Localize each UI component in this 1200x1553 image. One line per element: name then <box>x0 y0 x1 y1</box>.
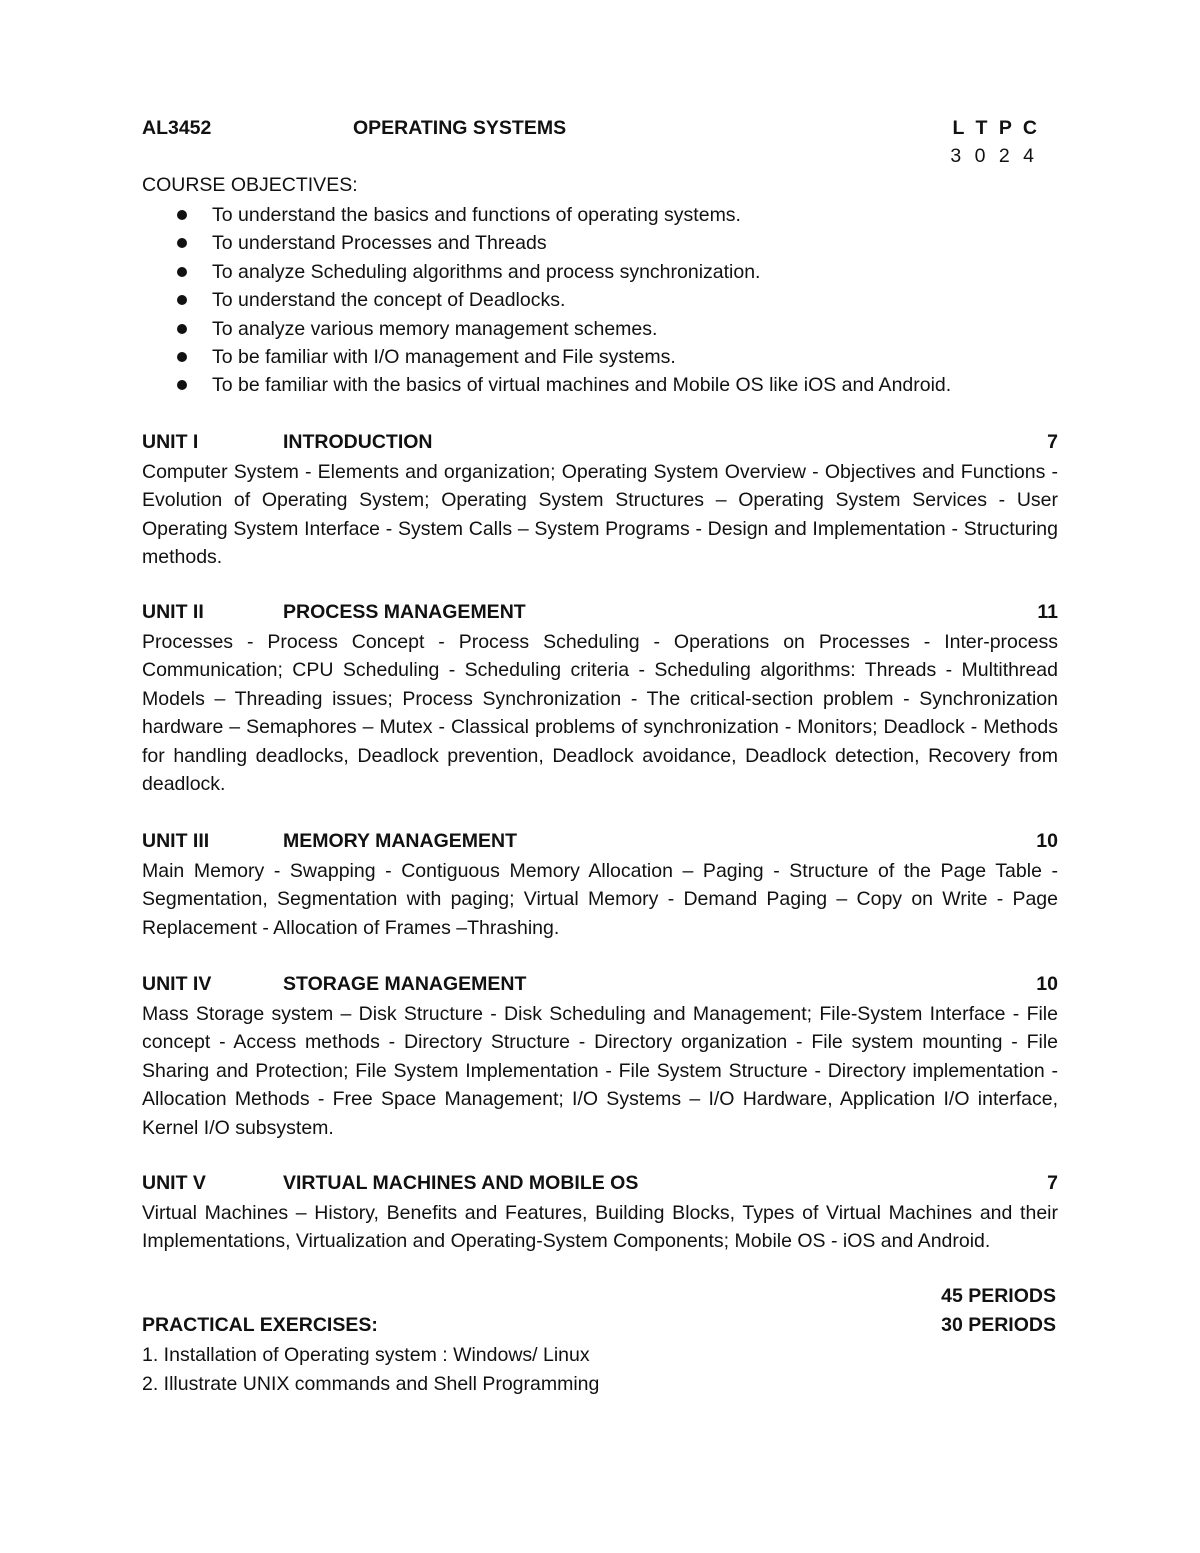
bullet-icon <box>177 352 187 362</box>
unit-hours: 7 <box>1047 1172 1058 1194</box>
unit-content: Main Memory - Swapping - Contiguous Memory Allocation – Paging - Structure of the Page Table - Segmentation, Segmentation with paging; Virtual Memory - Demand Paging – Copy on Write - Page Replacement - Allocation of Frames –Thrashing. <box>142 859 1058 939</box>
unit-section-5 <box>142 1170 1058 1256</box>
unit-content: Mass Storage system – Disk Structure - Disk Scheduling and Management; File-System Interface - File concept - Access methods - Directory Structure - Directory organization - File system mounting - File Sharing and Protection; File System Implementation - File System Structure - Directory implementation - Allocation Methods - Free Space Management; I/O Systems – I/O Hardware, Application I/O interface, Kernel I/O subsystem. <box>142 1002 1058 1139</box>
course-code: AL3452 <box>142 117 212 139</box>
unit-section-1 <box>142 429 1058 572</box>
ltpc-label: L T P C <box>952 117 1040 139</box>
objective-text: To be familiar with the basics of virtual machines and Mobile OS like iOS and Android. <box>212 374 952 397</box>
unit-number: UNIT IV <box>142 973 212 995</box>
unit-number: UNIT III <box>142 830 210 852</box>
list-item <box>142 316 951 344</box>
list-item <box>142 202 951 230</box>
unit-number: UNIT V <box>142 1172 206 1194</box>
unit-title: VIRTUAL MACHINES AND MOBILE OS <box>283 1172 639 1194</box>
list-item <box>142 230 951 258</box>
unit-header <box>142 429 1058 458</box>
bullet-icon <box>177 267 187 277</box>
bullet-icon <box>177 210 187 220</box>
unit-title: PROCESS MANAGEMENT <box>283 601 526 623</box>
unit-section-2 <box>142 599 1058 799</box>
bullet-icon <box>177 238 187 248</box>
bullet-icon <box>177 295 187 305</box>
unit-title: MEMORY MANAGEMENT <box>283 830 517 852</box>
objective-text: To understand the concept of Deadlocks. <box>212 289 566 312</box>
unit-header <box>142 971 1058 1000</box>
practical-title: PRACTICAL EXERCISES: <box>142 1314 378 1336</box>
unit-header <box>142 599 1058 628</box>
unit-hours: 10 <box>1036 830 1058 852</box>
unit-content: Processes - Process Concept - Process Scheduling - Operations on Processes - Inter-process Communication; CPU Scheduling - Scheduling criteria - Scheduling algorithms: Threads - Multithread Models – Threading issues; Process Synchronization - The critical-section problem - Synchronization hardware – Semaphores – Mutex - Classical problems of synchronization - Monitors; Deadlock - Methods for handling deadlocks, Deadlock prevention, Deadlock avoidance, Deadlock detection, Recovery from deadlock. <box>142 630 1058 795</box>
unit-section-3 <box>142 828 1058 942</box>
ltpc-values: 3 0 2 4 <box>950 145 1038 167</box>
objective-text: To understand Processes and Threads <box>212 232 547 255</box>
unit-number: UNIT II <box>142 601 204 623</box>
objective-text: To understand the basics and functions of operating systems. <box>212 204 741 226</box>
practical-list <box>142 1342 599 1400</box>
unit-content: Computer System - Elements and organization; Operating System Overview - Objectives and Functions - Evolution of Operating System; Operating System Structures – Operating System Services - User Operating System Interface - System Calls – System Programs - Design and Implementation - Structuring methods. <box>142 460 1058 568</box>
objective-text: To analyze Scheduling algorithms and process synchronization. <box>212 260 761 283</box>
unit-number: UNIT I <box>142 431 199 453</box>
list-item <box>142 259 951 287</box>
unit-title: INTRODUCTION <box>283 431 433 453</box>
total-periods: 45 PERIODS <box>941 1285 1056 1307</box>
bullet-icon <box>177 324 187 334</box>
objectives-list <box>142 202 951 401</box>
list-item: 2. Illustrate UNIX commands and Shell Programming <box>142 1373 600 1395</box>
list-item <box>142 344 951 372</box>
course-header <box>142 117 1058 143</box>
course-title: OPERATING SYSTEMS <box>353 117 567 139</box>
unit-hours: 10 <box>1036 973 1058 995</box>
unit-hours: 7 <box>1047 431 1058 453</box>
unit-section-4 <box>142 971 1058 1142</box>
list-item: 1. Installation of Operating system : Windows/ Linux <box>142 1344 590 1366</box>
practical-header <box>142 1314 1058 1340</box>
objectives-heading: COURSE OBJECTIVES: <box>142 174 358 196</box>
practical-periods: 30 PERIODS <box>941 1314 1056 1336</box>
unit-header <box>142 1170 1058 1199</box>
list-item <box>142 372 951 400</box>
unit-content: Virtual Machines – History, Benefits and Features, Building Blocks, Types of Virtual Machines and their Implementations, Virtualization and Operating-System Components; Mobile OS - iOS and Android. <box>142 1201 1058 1252</box>
objective-text: To analyze various memory management schemes. <box>212 317 658 340</box>
unit-title: STORAGE MANAGEMENT <box>283 973 527 995</box>
bullet-icon <box>177 380 187 390</box>
unit-header <box>142 828 1058 857</box>
list-item <box>142 287 951 315</box>
objective-text: To be familiar with I/O management and File systems. <box>212 345 676 368</box>
unit-hours: 11 <box>1037 601 1058 623</box>
